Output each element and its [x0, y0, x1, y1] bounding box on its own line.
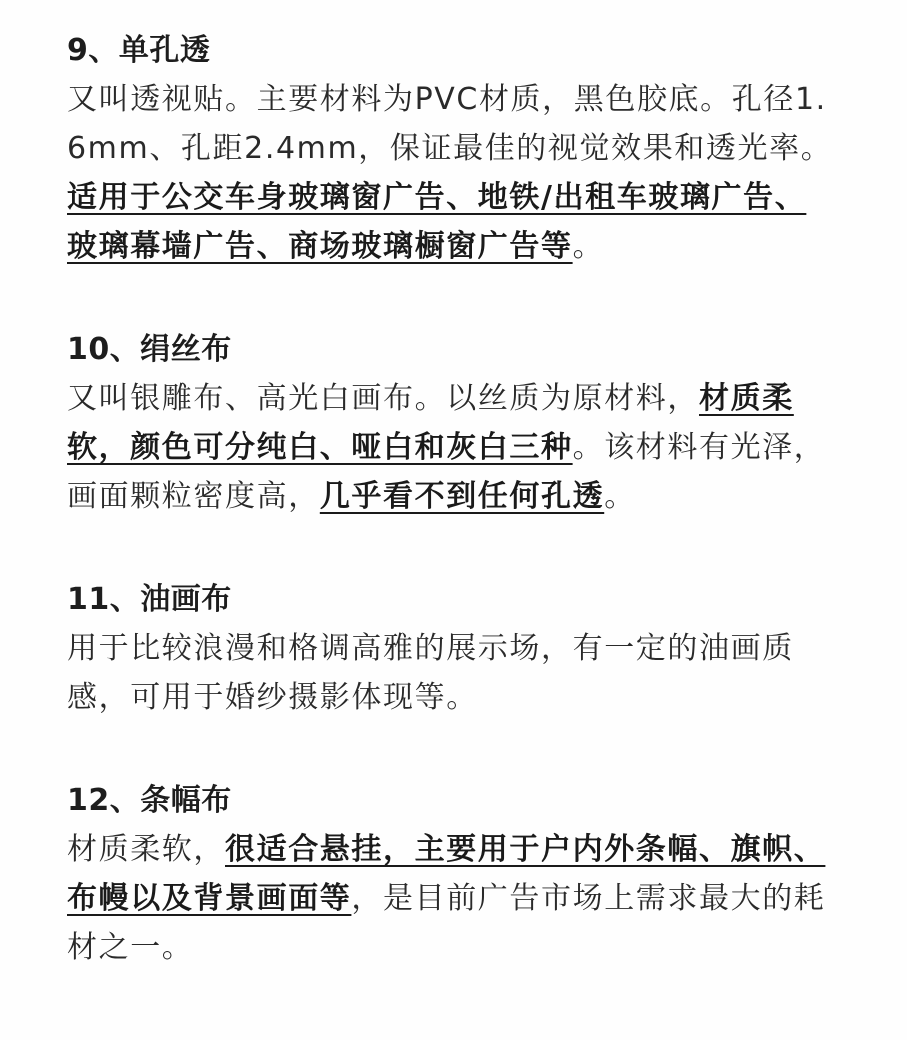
section-heading: 10、绢丝布 [67, 332, 232, 367]
text-segment: 又叫透视贴。主要材料为PVC材质，黑色胶底。孔径1.6mm、孔距2.4mm，保证最佳的视觉效果和透光率。 [67, 82, 833, 166]
text-segment: 。该材料有光泽，画面颗粒密度高， [67, 430, 826, 514]
text-segment: 又叫银雕布、高光白画布。以丝质为原材料， [67, 381, 699, 416]
highlighted-text: 适用于公交车身玻璃窗广告、地铁/出租车玻璃广告、玻璃幕墙广告、商场玻璃橱窗广告等 [67, 180, 807, 264]
section-body [67, 825, 837, 972]
text-segment: ，是目前广告市场上需求最大的耗材之一。 [67, 881, 826, 965]
section-heading: 11、油画布 [67, 582, 232, 617]
section-body [67, 374, 837, 521]
section-body [67, 624, 837, 722]
section-body [67, 75, 837, 271]
text-segment: 。 [604, 479, 636, 514]
text-segment: 。 [572, 229, 605, 264]
text-segment: 用于比较浪漫和格调高雅的展示场，有一定的油画质感，可用于婚纱摄影体现等。 [67, 631, 794, 715]
section-heading: 9、单孔透 [67, 33, 211, 68]
section-heading: 12、条幅布 [67, 783, 232, 818]
highlighted-text: 材质柔软，颜色可分纯白、哑白和灰白三种 [67, 381, 794, 465]
text-segment: 材质柔软， [67, 832, 225, 867]
section-oil-canvas [67, 576, 837, 722]
section-single-hole [67, 27, 837, 271]
highlighted-text: 几乎看不到任何孔透 [319, 479, 605, 514]
section-banner-cloth [67, 777, 837, 972]
highlighted-text: 很适合悬挂，主要用于户内外条幅、旗帜、布幔以及背景画面等 [67, 832, 826, 916]
section-silk-cloth [67, 326, 837, 521]
